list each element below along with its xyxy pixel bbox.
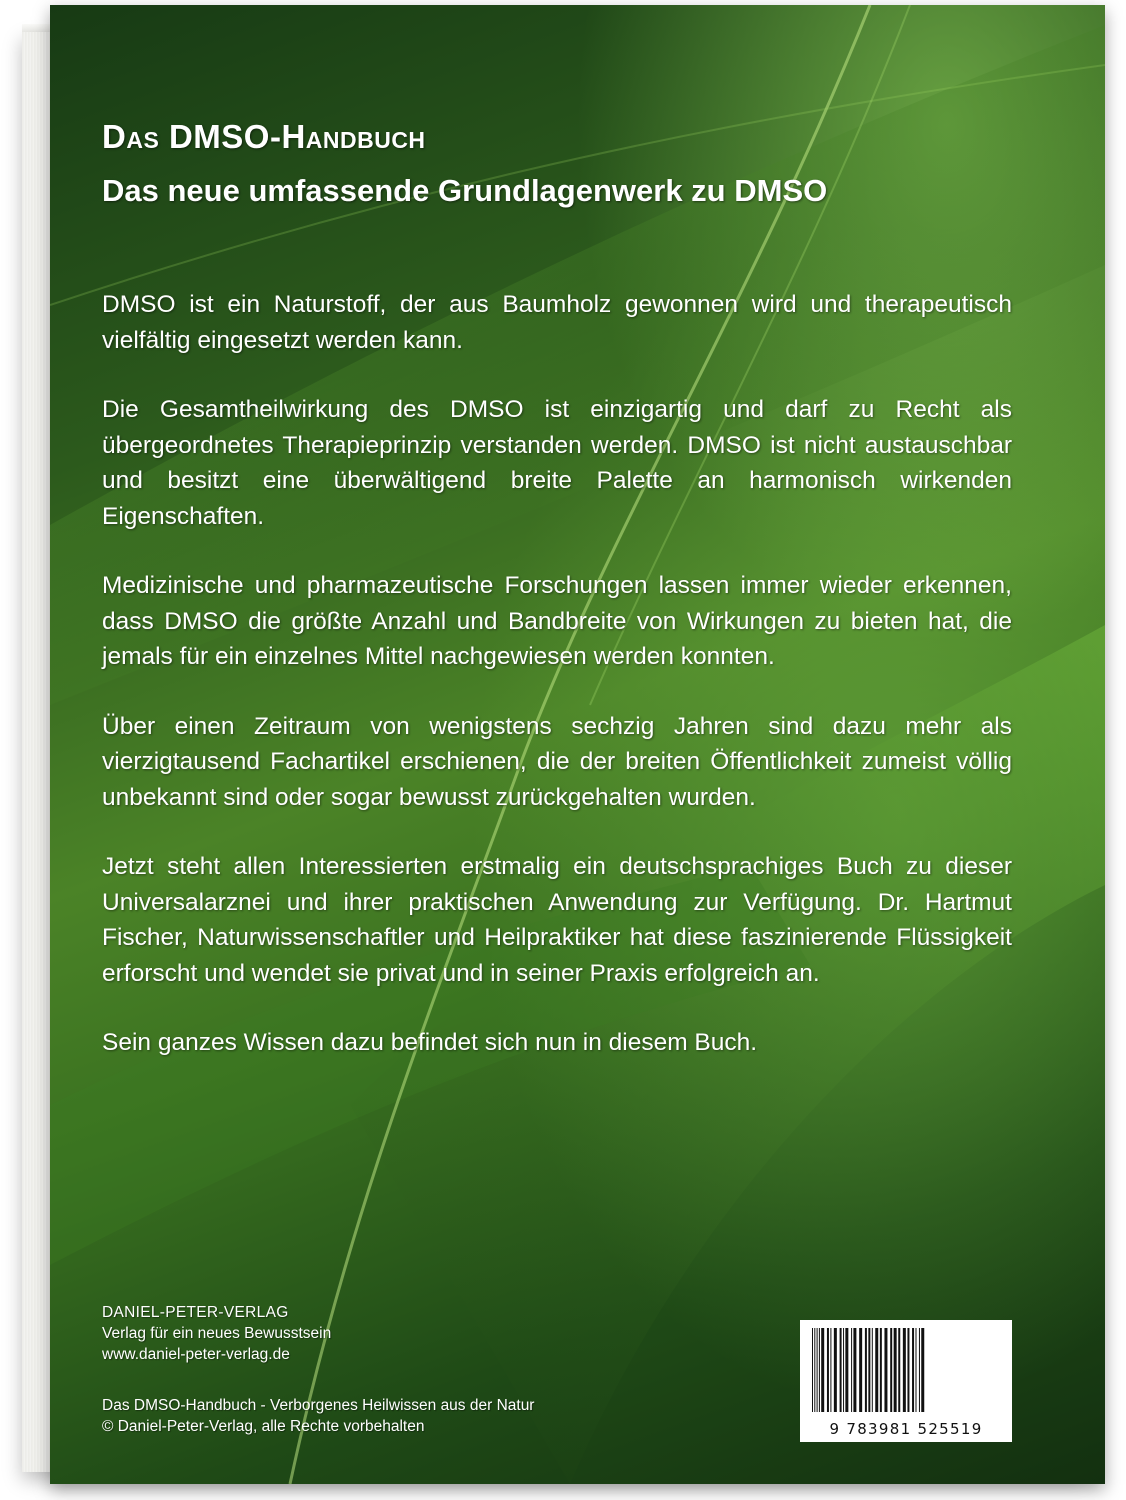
barcode-bar bbox=[830, 1328, 831, 1412]
barcode-bar bbox=[912, 1328, 914, 1412]
isbn-barcode bbox=[800, 1320, 1012, 1442]
footer-title-line: Das DMSO-Handbuch - Verborgenes Heilwissen aus der Natur bbox=[102, 1397, 535, 1414]
book-title: Das DMSO-Handbuch bbox=[102, 118, 426, 155]
barcode-bar bbox=[859, 1328, 862, 1412]
copyright-line: © Daniel-Peter-Verlag, alle Rechte vorbehalten bbox=[102, 1418, 425, 1435]
back-cover bbox=[50, 5, 1105, 1484]
barcode-bar bbox=[916, 1328, 917, 1412]
barcode-bar bbox=[884, 1328, 887, 1412]
cover-content bbox=[50, 5, 1105, 1484]
barcode-bar bbox=[817, 1328, 818, 1412]
blurb-text bbox=[102, 287, 1012, 1095]
publisher-website: www.daniel-peter-verlag.de bbox=[102, 1346, 290, 1363]
barcode-bar bbox=[845, 1328, 848, 1412]
blurb-paragraph: Über einen Zeitraum von wenigstens sechzig Jahren sind dazu mehr als vierzigtausend Fachartikel erschienen, die der breiten Öffentlichkeit zumeist völlig unbekannt sind oder sogar bewusst zurückgehalten wurden. bbox=[102, 712, 1012, 811]
publisher-info bbox=[102, 1302, 331, 1365]
barcode-bar bbox=[907, 1328, 909, 1412]
publisher-tagline: Verlag für ein neues Bewusstsein bbox=[102, 1325, 332, 1342]
publisher-name: DANIEL-PETER-VERLAG bbox=[102, 1304, 289, 1321]
blurb-paragraph: DMSO ist ein Naturstoff, der aus Baumholz gewonnen wird und therapeutisch vielfältig eingesetzt werden kann. bbox=[102, 291, 1012, 354]
barcode-bar bbox=[819, 1328, 820, 1412]
blurb-paragraph: Sein ganzes Wissen dazu befindet sich nun in diesem Buch. bbox=[102, 1029, 758, 1056]
barcode-bar bbox=[880, 1328, 882, 1412]
barcode-bar bbox=[834, 1328, 837, 1412]
blurb-paragraph: Die Gesamtheilwirkung des DMSO ist einzigartig und darf zu Recht als übergeordnetes Therapieprinzip verstanden werden. DMSO ist nicht austauschbar und besitzt eine überwältigend breite Palette an harmonisch wirkenden Eigenschaften. bbox=[102, 396, 1012, 530]
barcode-bar bbox=[843, 1328, 844, 1412]
barcode-bar bbox=[898, 1328, 900, 1412]
barcode-bar bbox=[821, 1328, 824, 1412]
book-subtitle: Das neue umfassende Grundlagenwerk zu DMSO bbox=[102, 173, 828, 208]
blurb-paragraph: Medizinische und pharmazeutische Forschungen lassen immer wieder erkennen, dass DMSO die größte Anzahl und Bandbreite von Wirkungen zu bieten hat, die jemals für ein einzelnes Mittel nachgewiesen werden konnten. bbox=[102, 572, 1012, 670]
barcode-bar bbox=[894, 1328, 897, 1412]
barcode-bar bbox=[812, 1328, 813, 1412]
barcode-bar bbox=[868, 1328, 870, 1412]
barcode-bar bbox=[814, 1328, 815, 1412]
barcode-bar bbox=[827, 1328, 829, 1412]
copyright-footer bbox=[102, 1395, 534, 1437]
isbn-number: 9 783981 525519 bbox=[829, 1420, 983, 1438]
barcode-bar bbox=[890, 1328, 892, 1412]
barcode-bar bbox=[875, 1328, 878, 1412]
barcode-bars bbox=[808, 1328, 1004, 1416]
barcode-bar bbox=[872, 1328, 873, 1412]
barcode-bar bbox=[865, 1328, 867, 1412]
barcode-bar bbox=[921, 1328, 924, 1412]
barcode-bar bbox=[919, 1328, 920, 1412]
barcode-bar bbox=[903, 1328, 906, 1412]
barcode-bar bbox=[840, 1328, 842, 1412]
barcode-bar bbox=[853, 1328, 856, 1412]
barcode-bar bbox=[851, 1328, 852, 1412]
blurb-paragraph: Jetzt steht allen Interessierten erstmalig ein deutschsprachiges Buch zu dieser Universalarznei und ihrer praktischen Anwendung zur Verfügung. Dr. Hartmut Fischer, Naturwissenschaftler und Heilpraktiker hat diese faszinierende Flüssigkeit erforscht und wendet sie privat und in seiner Praxis erfolgreich an. bbox=[102, 853, 1012, 987]
